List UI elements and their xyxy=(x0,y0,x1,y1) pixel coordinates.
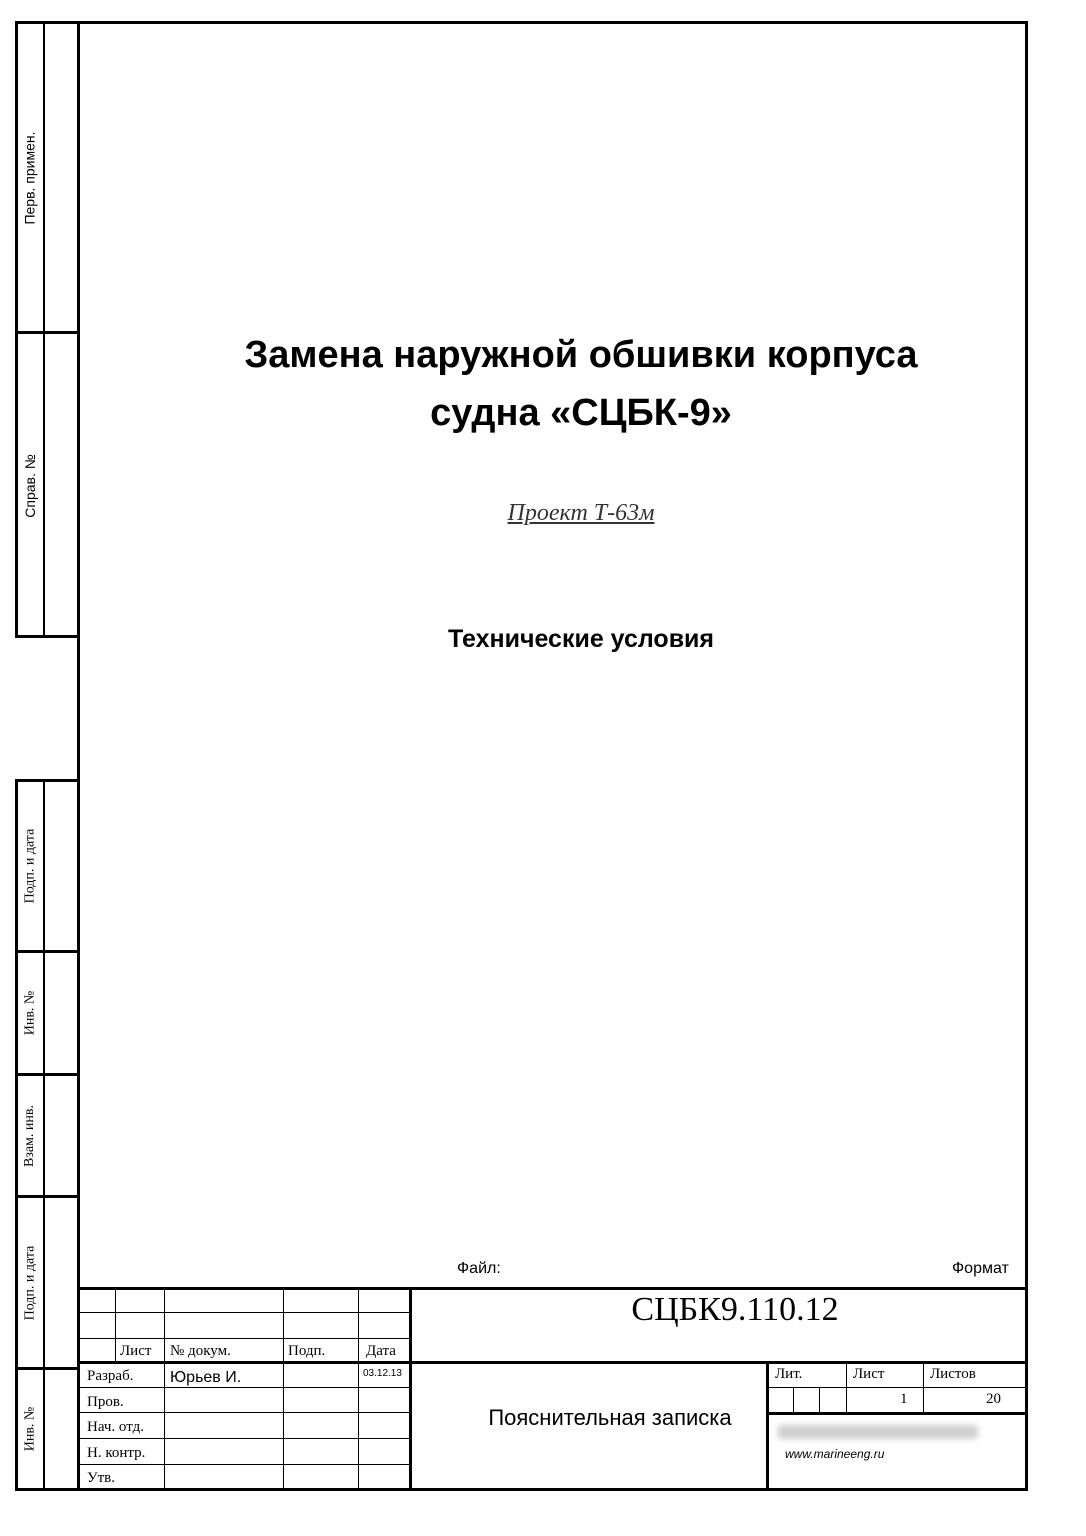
side-label-sprav-no: Справ. № xyxy=(22,454,38,518)
sheet-label: Лист xyxy=(853,1366,885,1382)
document-name: Пояснительная записка xyxy=(488,1405,732,1430)
document-designation: СЦБК9.110.12 xyxy=(631,1291,839,1328)
side-label-vzam-inv: Взам. инв. xyxy=(22,1104,38,1167)
drawing-frame xyxy=(77,21,1028,1491)
sheets-value: 20 xyxy=(986,1391,1001,1407)
col-header-sheet: Лист xyxy=(120,1343,152,1359)
sheets-label: Листов xyxy=(930,1366,976,1382)
lit-label: Лит. xyxy=(775,1366,803,1382)
side-strip-bottom xyxy=(15,779,80,1491)
role-approver: Утв. xyxy=(87,1470,116,1486)
project-label: Проект Т-63м xyxy=(507,500,655,526)
document-title xyxy=(80,326,1082,442)
role-checker: Пров. xyxy=(87,1394,124,1410)
developer-date: 03.12.13 xyxy=(363,1368,402,1379)
title-line-1: Замена наружной обшивки корпуса xyxy=(244,334,918,376)
col-header-doc-no: № докум. xyxy=(170,1343,231,1359)
file-label: Файл: xyxy=(457,1260,501,1277)
format-label: Формат xyxy=(952,1260,1009,1277)
side-label-podp-data: Подп. и дата xyxy=(22,828,38,904)
role-norm-control: Н. контр. xyxy=(87,1445,146,1461)
side-label-perv-primen: Перв. примен. xyxy=(22,130,39,225)
side-label-inv-no-2: Инв. № xyxy=(22,1406,38,1452)
document-subtitle: Технические условия xyxy=(447,625,715,653)
sheet-value: 1 xyxy=(900,1391,908,1407)
developer-name: Юрьев И. xyxy=(170,1369,242,1386)
role-developer: Разраб. xyxy=(87,1368,134,1384)
col-header-date: Дата xyxy=(366,1343,396,1359)
col-header-sign: Подп. xyxy=(288,1343,326,1359)
role-dept-head: Нач. отд. xyxy=(87,1419,144,1435)
website-label: www.marineeng.ru xyxy=(785,1447,885,1461)
side-strip-top xyxy=(15,21,80,638)
side-label-podp-data-2: Подп. и дата xyxy=(22,1245,38,1320)
title-line-2: судна «СЦБК-9» xyxy=(430,392,732,434)
side-label-inv-no: Инв. № xyxy=(22,990,38,1036)
organization-stamp xyxy=(778,1425,978,1439)
